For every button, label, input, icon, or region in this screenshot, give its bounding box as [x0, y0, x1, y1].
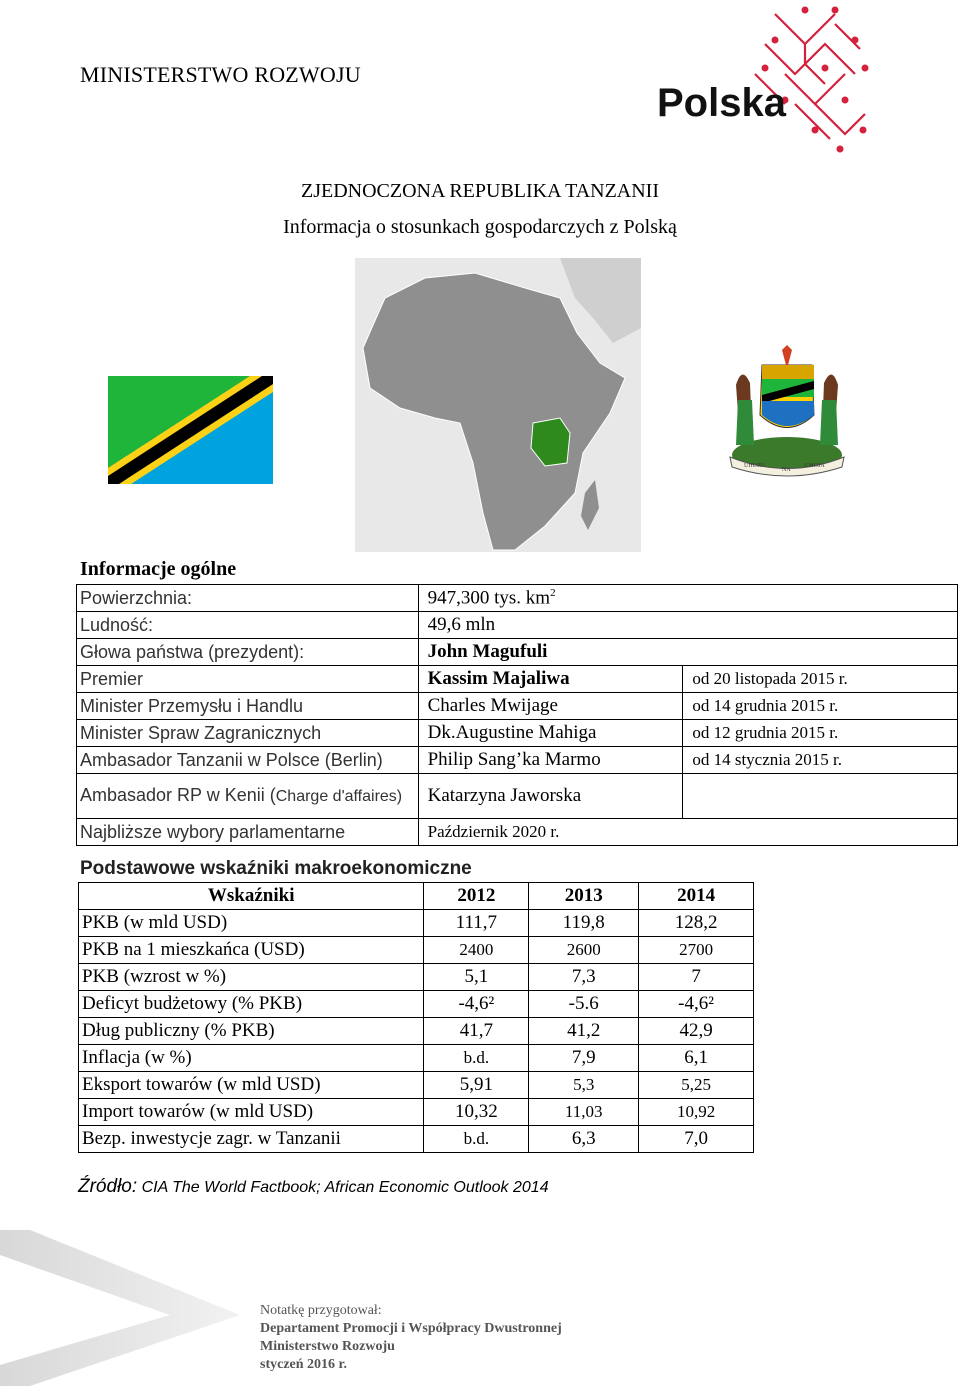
row-date: od 12 grudnia 2015 r. [683, 720, 958, 747]
table-row [79, 1045, 754, 1072]
indicator-label: Bezp. inwestycje zagr. w Tanzanii [79, 1126, 424, 1153]
row-label: Minister Przemysłu i Handlu [77, 693, 419, 720]
table-row [77, 666, 958, 693]
indicator-label: Deficyt budżetowy (% PKB) [79, 991, 424, 1018]
table-row [79, 1126, 754, 1153]
table-row [77, 693, 958, 720]
indicator-label: PKB (w mld USD) [79, 910, 424, 937]
table-cell: 42,9 [639, 1018, 754, 1045]
ministry-name: MINISTERSTWO ROZWOJU [80, 62, 361, 87]
polska-logo [655, 4, 875, 156]
document-subtitle: Informacja o stosunkach gospodarczych z Polską [283, 216, 677, 238]
table-row [77, 612, 958, 639]
table-row [77, 585, 958, 612]
table-cell: 5,1 [424, 964, 529, 991]
row-value: Philip Sang’ka Marmo [418, 747, 683, 774]
source-note [78, 1176, 549, 1198]
row-value: Kassim Majaliwa [418, 666, 683, 693]
row-date: od 20 listopada 2015 r. [683, 666, 958, 693]
indicator-label: Eksport towarów (w mld USD) [79, 1072, 424, 1099]
row-label: Ambasador Tanzanii w Polsce (Berlin) [77, 747, 419, 774]
general-info-heading: Informacje ogólne [80, 558, 237, 580]
table-cell: b.d. [424, 1045, 529, 1072]
table-row [79, 910, 754, 937]
row-date: od 14 stycznia 2015 r. [683, 747, 958, 774]
row-label: Ludność: [77, 612, 419, 639]
table-row [79, 937, 754, 964]
coat-of-arms-emblem [722, 345, 852, 480]
table-row [79, 1072, 754, 1099]
logo-text: Polska [657, 81, 786, 125]
table-cell: 2600 [529, 937, 639, 964]
row-date [683, 774, 958, 819]
row-value: Katarzyna Jaworska [418, 774, 683, 819]
table-cell: 41,2 [529, 1018, 639, 1045]
table-cell: 11,03 [529, 1099, 639, 1126]
table-row [79, 991, 754, 1018]
table-header-row [79, 883, 754, 910]
africa-map [355, 258, 641, 552]
row-value: 49,6 mln [418, 612, 957, 639]
row-date: od 14 grudnia 2015 r. [683, 693, 958, 720]
note-line: Notatkę przygotował: [260, 1303, 382, 1318]
row-label: Minister Spraw Zagranicznych [77, 720, 419, 747]
emblem-ribbon-word-1: UHURU [744, 463, 766, 469]
table-cell: 41,7 [424, 1018, 529, 1045]
table-cell: 5,25 [639, 1072, 754, 1099]
row-label: Głowa państwa (prezydent): [77, 639, 419, 666]
indicator-label: Dług publiczny (% PKB) [79, 1018, 424, 1045]
decorative-chevron [0, 1215, 300, 1386]
source-text: CIA The World Factbook; African Economic Outlook 2014 [141, 1179, 549, 1196]
table-row [77, 720, 958, 747]
column-header: 2013 [529, 883, 639, 910]
row-value: Październik 2020 r. [418, 819, 957, 846]
table-cell: 7,9 [529, 1045, 639, 1072]
emblem-ribbon-word-3: UMOJA [804, 463, 825, 469]
source-label: Źródło: [78, 1176, 138, 1197]
table-cell: 6,3 [529, 1126, 639, 1153]
table-row [77, 747, 958, 774]
table-cell: 6,1 [639, 1045, 754, 1072]
note-line: styczeń 2016 r. [260, 1357, 347, 1372]
note-line: Departament Promocji i Współpracy Dwustronnej [260, 1321, 562, 1336]
macro-indicators-heading: Podstawowe wskaźniki makroekonomiczne [80, 858, 472, 879]
prepared-by-note [260, 1302, 562, 1374]
general-info-table [76, 584, 958, 846]
emblem-ribbon-word-2: NA [782, 467, 791, 473]
table-cell: 10,32 [424, 1099, 529, 1126]
table-cell: 10,92 [639, 1099, 754, 1126]
table-cell: 5,3 [529, 1072, 639, 1099]
table-cell: -5.6 [529, 991, 639, 1018]
table-row [77, 639, 958, 666]
document-title: ZJEDNOCZONA REPUBLIKA TANZANII [300, 180, 660, 202]
macro-indicators-table [78, 882, 754, 1153]
column-header: 2014 [639, 883, 754, 910]
table-cell: 7,0 [639, 1126, 754, 1153]
table-cell: -4,6² [639, 991, 754, 1018]
table-cell: 111,7 [424, 910, 529, 937]
table-cell: 7,3 [529, 964, 639, 991]
tanzania-flag [108, 376, 273, 484]
table-cell: 2400 [424, 937, 529, 964]
indicator-label: Inflacja (w %) [79, 1045, 424, 1072]
column-header: Wskaźniki [79, 883, 424, 910]
table-row [79, 1018, 754, 1045]
row-label: Powierzchnia: [77, 585, 419, 612]
table-row [79, 964, 754, 991]
table-row [77, 819, 958, 846]
row-label: Ambasador RP w Kenii (Charge d'affaires) [77, 774, 419, 819]
table-cell: 5,91 [424, 1072, 529, 1099]
table-row [79, 1099, 754, 1126]
indicator-label: Import towarów (w mld USD) [79, 1099, 424, 1126]
row-label: Najbliższe wybory parlamentarne [77, 819, 419, 846]
table-cell: 7 [639, 964, 754, 991]
row-value: Charles Mwijage [418, 693, 683, 720]
row-value: John Magufuli [418, 639, 957, 666]
row-value: Dk.Augustine Mahiga [418, 720, 683, 747]
note-line: Ministerstwo Rozwoju [260, 1339, 395, 1354]
table-cell: -4,6² [424, 991, 529, 1018]
row-value: 947,300 tys. $km^2$ [418, 585, 957, 612]
table-cell: 2700 [639, 937, 754, 964]
table-cell: 119,8 [529, 910, 639, 937]
table-cell: b.d. [424, 1126, 529, 1153]
indicator-label: PKB (wzrost w %) [79, 964, 424, 991]
row-label: Premier [77, 666, 419, 693]
column-header: 2012 [424, 883, 529, 910]
indicator-label: PKB na 1 mieszkańca (USD) [79, 937, 424, 964]
table-row [77, 774, 958, 819]
table-cell: 128,2 [639, 910, 754, 937]
